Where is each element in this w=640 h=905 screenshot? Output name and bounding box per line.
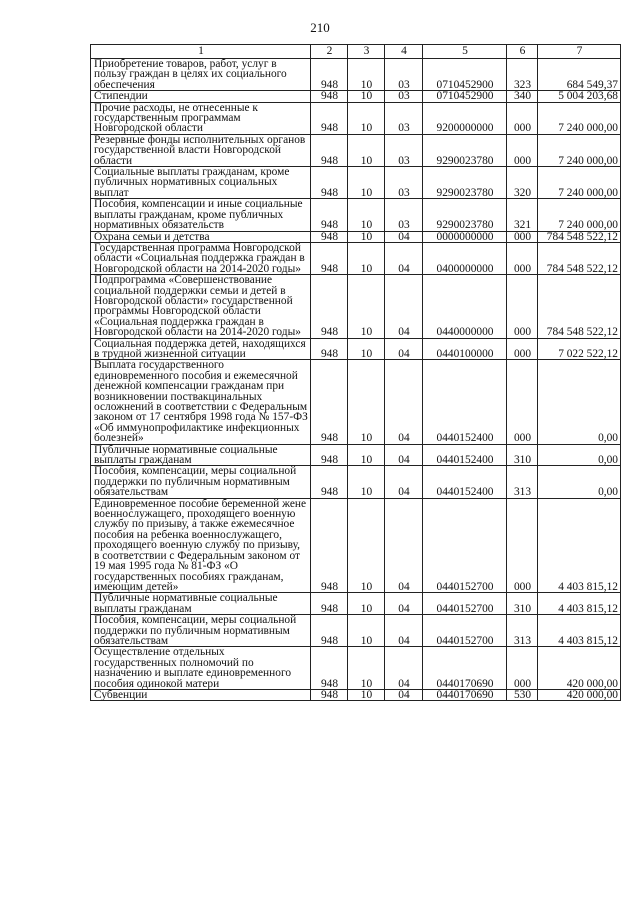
column-header-admin: 2 [311, 45, 348, 59]
cell-section-code: 10 [348, 242, 385, 274]
column-header-section: 3 [348, 45, 385, 59]
cell-target-article: 0000000000 [423, 231, 507, 242]
cell-name: Публичные нормативные социальные выплаты гражданам [91, 593, 311, 615]
cell-target-article: 0440100000 [423, 338, 507, 360]
cell-amount: 420 000,00 [538, 647, 621, 690]
cell-admin-code: 948 [311, 102, 348, 134]
cell-name: Стипендии [91, 91, 311, 102]
cell-name: Единовременное пособие беременной жене военнослужащего, проходящего военную службу по призыву, а также ежемесячное пособия на ребенка военнослужащего, проходящего военную службу по призыву, в соответствии с Федеральным законом от 19 мая 1995 года № 81-ФЗ «О государственных пособиях гражданам, имеющим детей» [91, 498, 311, 593]
cell-expense-type: 000 [507, 275, 538, 338]
cell-admin-code: 948 [311, 242, 348, 274]
cell-admin-code: 948 [311, 91, 348, 102]
cell-subsection-code: 04 [385, 466, 423, 498]
cell-target-article: 0440152400 [423, 444, 507, 466]
cell-subsection-code: 04 [385, 498, 423, 593]
cell-amount: 0,00 [538, 360, 621, 444]
cell-amount: 4 403 815,12 [538, 615, 621, 647]
cell-section-code: 10 [348, 102, 385, 134]
cell-amount: 7 240 000,00 [538, 199, 621, 231]
cell-expense-type: 310 [507, 444, 538, 466]
cell-subsection-code: 04 [385, 275, 423, 338]
cell-section-code: 10 [348, 167, 385, 199]
cell-expense-type: 000 [507, 231, 538, 242]
table-body [91, 59, 621, 701]
cell-amount: 4 403 815,12 [538, 593, 621, 615]
cell-subsection-code: 04 [385, 242, 423, 274]
table-row [91, 199, 621, 231]
cell-section-code: 10 [348, 466, 385, 498]
cell-expense-type: 000 [507, 338, 538, 360]
cell-name: Пособия, компенсации, меры социальной поддержки по публичным нормативным обязательствам [91, 466, 311, 498]
table-row [91, 444, 621, 466]
cell-amount: 784 548 522,12 [538, 231, 621, 242]
table-row [91, 593, 621, 615]
cell-expense-type: 321 [507, 199, 538, 231]
table-row [91, 498, 621, 593]
table-row [91, 231, 621, 242]
cell-name: Субвенции [91, 689, 311, 700]
cell-expense-type: 313 [507, 466, 538, 498]
table-row [91, 360, 621, 444]
cell-expense-type: 530 [507, 689, 538, 700]
cell-target-article: 0440152700 [423, 615, 507, 647]
table-row [91, 275, 621, 338]
cell-name: Осуществление отдельных государственных полномочий по назначению и выплате единовременного пособия одинокой матери [91, 647, 311, 690]
cell-admin-code: 948 [311, 466, 348, 498]
column-header-expense-type: 6 [507, 45, 538, 59]
cell-target-article: 9290023780 [423, 167, 507, 199]
cell-target-article: 0710452900 [423, 91, 507, 102]
cell-name: Охрана семьи и детства [91, 231, 311, 242]
table-row [91, 167, 621, 199]
cell-name: Выплата государственного единовременного пособия и ежемесячной денежной компенсации гражданам при возникновении поствакцинальных осложнений в соответствии с Федеральным законом от 17 сентября 1998 года № 157-ФЗ «Об иммунопрофилактике инфекционных болезней» [91, 360, 311, 444]
cell-amount: 5 004 203,68 [538, 91, 621, 102]
cell-section-code: 10 [348, 498, 385, 593]
table-row [91, 59, 621, 91]
cell-target-article: 0440152400 [423, 466, 507, 498]
cell-amount: 420 000,00 [538, 689, 621, 700]
table-row [91, 134, 621, 166]
cell-name: Пособия, компенсации и иные социальные выплаты гражданам, кроме публичных нормативных обязательств [91, 199, 311, 231]
cell-section-code: 10 [348, 275, 385, 338]
cell-subsection-code: 03 [385, 91, 423, 102]
column-header-target-article: 5 [423, 45, 507, 59]
table-row [91, 689, 621, 700]
cell-expense-type: 340 [507, 91, 538, 102]
cell-target-article: 0440152700 [423, 498, 507, 593]
cell-amount: 4 403 815,12 [538, 498, 621, 593]
cell-admin-code: 948 [311, 134, 348, 166]
cell-amount: 7 240 000,00 [538, 134, 621, 166]
cell-amount: 0,00 [538, 466, 621, 498]
cell-subsection-code: 04 [385, 444, 423, 466]
cell-target-article: 0440152700 [423, 593, 507, 615]
cell-section-code: 10 [348, 91, 385, 102]
cell-expense-type: 310 [507, 593, 538, 615]
cell-amount: 7 240 000,00 [538, 167, 621, 199]
column-header-subsection: 4 [385, 45, 423, 59]
cell-section-code: 10 [348, 338, 385, 360]
table-row [91, 91, 621, 102]
cell-admin-code: 948 [311, 199, 348, 231]
cell-target-article: 0710452900 [423, 59, 507, 91]
cell-target-article: 0400000000 [423, 242, 507, 274]
cell-name: Резервные фонды исполнительных органов государственной власти Новгородской области [91, 134, 311, 166]
cell-section-code: 10 [348, 360, 385, 444]
cell-expense-type: 000 [507, 360, 538, 444]
cell-subsection-code: 04 [385, 647, 423, 690]
table-row [91, 615, 621, 647]
cell-amount: 784 548 522,12 [538, 242, 621, 274]
cell-admin-code: 948 [311, 59, 348, 91]
table-row [91, 102, 621, 134]
cell-subsection-code: 04 [385, 689, 423, 700]
cell-admin-code: 948 [311, 647, 348, 690]
cell-expense-type: 000 [507, 134, 538, 166]
page-number: 210 [310, 20, 330, 35]
cell-expense-type: 323 [507, 59, 538, 91]
cell-subsection-code: 04 [385, 360, 423, 444]
cell-admin-code: 948 [311, 360, 348, 444]
cell-admin-code: 948 [311, 338, 348, 360]
cell-subsection-code: 03 [385, 59, 423, 91]
header-row [91, 45, 621, 59]
cell-expense-type: 000 [507, 242, 538, 274]
cell-subsection-code: 03 [385, 199, 423, 231]
cell-section-code: 10 [348, 444, 385, 466]
cell-admin-code: 948 [311, 498, 348, 593]
cell-admin-code: 948 [311, 275, 348, 338]
column-header-name: 1 [91, 45, 311, 59]
table-row [91, 466, 621, 498]
cell-section-code: 10 [348, 59, 385, 91]
cell-name: Приобретение товаров, работ, услуг в пользу граждан в целях их социального обеспечения [91, 59, 311, 91]
cell-target-article: 9290023780 [423, 199, 507, 231]
cell-section-code: 10 [348, 231, 385, 242]
cell-admin-code: 948 [311, 615, 348, 647]
cell-admin-code: 948 [311, 167, 348, 199]
cell-expense-type: 000 [507, 498, 538, 593]
cell-section-code: 10 [348, 134, 385, 166]
cell-expense-type: 000 [507, 647, 538, 690]
table-row [91, 338, 621, 360]
cell-name: Социальная поддержка детей, находящихся в трудной жизненной ситуации [91, 338, 311, 360]
column-header-amount: 7 [538, 45, 621, 59]
cell-name: Социальные выплаты гражданам, кроме публичных нормативных социальных выплат [91, 167, 311, 199]
cell-amount: 7 022 522,12 [538, 338, 621, 360]
cell-subsection-code: 03 [385, 167, 423, 199]
cell-subsection-code: 04 [385, 593, 423, 615]
cell-admin-code: 948 [311, 231, 348, 242]
cell-expense-type: 320 [507, 167, 538, 199]
cell-section-code: 10 [348, 199, 385, 231]
cell-name: Прочие расходы, не отнесенные к государственным программам Новгородской области [91, 102, 311, 134]
cell-subsection-code: 03 [385, 102, 423, 134]
cell-amount: 7 240 000,00 [538, 102, 621, 134]
cell-subsection-code: 04 [385, 338, 423, 360]
cell-subsection-code: 03 [385, 134, 423, 166]
cell-target-article: 0440152400 [423, 360, 507, 444]
cell-target-article: 0440000000 [423, 275, 507, 338]
cell-name: Пособия, компенсации, меры социальной поддержки по публичным нормативным обязательствам [91, 615, 311, 647]
cell-amount: 0,00 [538, 444, 621, 466]
cell-subsection-code: 04 [385, 615, 423, 647]
cell-admin-code: 948 [311, 689, 348, 700]
cell-name: Государственная программа Новгородской области «Социальная поддержка граждан в Новгородской области на 2014-2020 годы» [91, 242, 311, 274]
cell-name: Публичные нормативные социальные выплаты гражданам [91, 444, 311, 466]
cell-target-article: 0440170690 [423, 689, 507, 700]
cell-name: Подпрограмма «Совершенствование социальной поддержки семьи и детей в Новгородской области» государственной программы Новгородской области «Социальная поддержка граждан в Новгородской области на 2014-2020 годы» [91, 275, 311, 338]
budget-table [90, 44, 621, 701]
cell-section-code: 10 [348, 647, 385, 690]
table-row [91, 647, 621, 690]
cell-amount: 784 548 522,12 [538, 275, 621, 338]
cell-section-code: 10 [348, 689, 385, 700]
cell-section-code: 10 [348, 593, 385, 615]
cell-target-article: 0440170690 [423, 647, 507, 690]
cell-section-code: 10 [348, 615, 385, 647]
cell-admin-code: 948 [311, 593, 348, 615]
cell-admin-code: 948 [311, 444, 348, 466]
cell-target-article: 9290023780 [423, 134, 507, 166]
cell-expense-type: 313 [507, 615, 538, 647]
cell-target-article: 9200000000 [423, 102, 507, 134]
cell-expense-type: 000 [507, 102, 538, 134]
table-row [91, 242, 621, 274]
cell-subsection-code: 04 [385, 231, 423, 242]
cell-amount: 684 549,37 [538, 59, 621, 91]
